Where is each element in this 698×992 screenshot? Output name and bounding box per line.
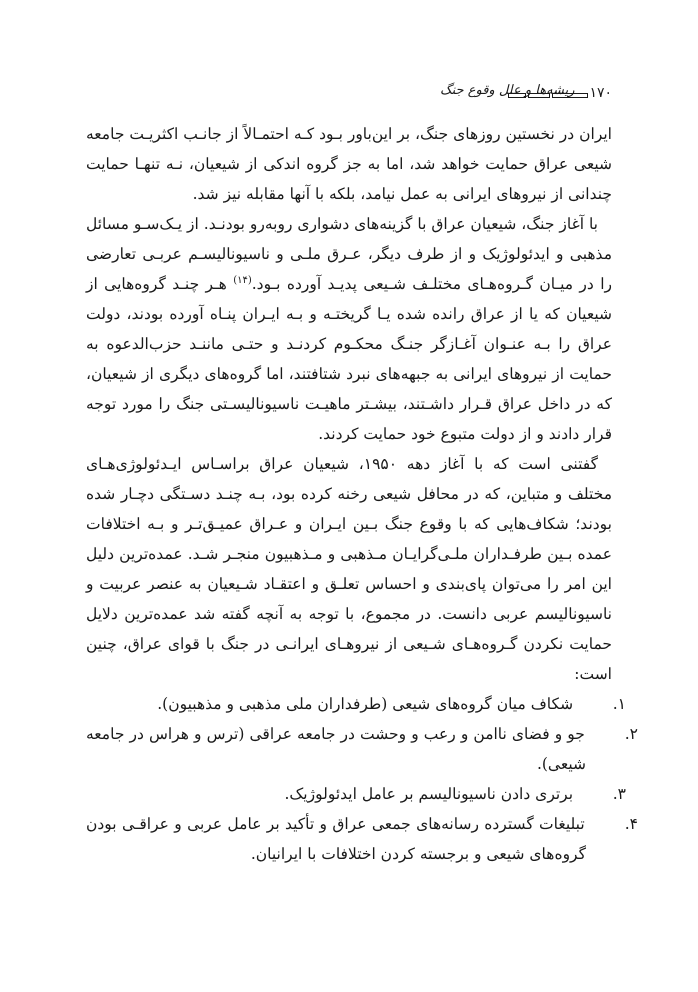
list-item-text: جو و فضای ناامن و رعب و وحشت در جامعه عراقی (ترس و هراس در جامعه شیعی). bbox=[86, 725, 586, 773]
paragraph bbox=[86, 209, 612, 449]
paragraph-text: با آغاز جنگ، شیعیان عراق با گزینه‌های دشواری روبه‌رو بودنـد. از یـک‌سـو مسائل مذهبی و ایدئولوژیک و از طرف دیگر، عـرق ملـی و ناسیونالیسـم عربـی تعارضی را در میـان گـروه‌هـای مختلـف شـیعی پدیـد آورده بـود. bbox=[86, 215, 612, 293]
list-item-text: شکاف میان گروه‌های شیعی (طرفداران ملی مذهبی و مذهبیون). bbox=[157, 695, 574, 713]
list-item bbox=[86, 689, 626, 719]
running-title: ریشه‌ها و علل وقوع جنگ bbox=[440, 83, 575, 98]
paragraph: گفتنی است که با آغاز دهه ۱۹۵۰، شیعیان عراق براسـاس ایـدئولوژی‌هـای مختلف و متباین، که در محافل شیعی رخنه کرده بود، بـه چنـد دسـتگی دچـار شده بودند؛ شکاف‌هایی که با وقوع جنگ بـین ایـران و عـراق عمیـق‌تـر و بـه اختلافات عمده بـین طرفـداران ملـی‌گرایـان مـذهبی و مـذهبیون منجـر شـد. عمده‌ترین دلیل این امر را می‌توان پای‌بندی و احساس تعلـق و اعتقـاد شـیعیان به عنصر عربیت و ناسیونالیسم عربی دانست. در مجموع، با توجه به آنچه گفته شد عمده‌ترین دلایل حمایت نکردن گـروه‌هـای شـیعی از نیروهـای ایرانـی در جنگ با قوای عراق، چنین است: bbox=[86, 455, 612, 683]
paragraph: ایران در نخستین روزهای جنگ، بر این‌باور بـود کـه احتمـالاً از جانـب اکثریـت جامعه شیعی عراق حمایت خواهد شد، اما به جز گروه اندکی از شیعیان، نـه تنهـا حمایت چندانی از نیروهای ایرانی به عمل نیامد، بلکه با آنها مقابله نیز شد. bbox=[86, 125, 612, 203]
body-text bbox=[86, 119, 638, 869]
page-header bbox=[440, 82, 612, 106]
list-item bbox=[86, 809, 638, 869]
list-item bbox=[86, 719, 638, 779]
page-number: ۱۷۰ bbox=[589, 85, 612, 101]
list-number: ۱. bbox=[612, 695, 626, 713]
numbered-list bbox=[86, 689, 638, 869]
list-item-text: تبلیغات گسترده رسانه‌های جمعی عراق و تأکید بر عامل عربی و عراقـی بودن گروه‌های شیعی و برجسته کردن اختلافات با ایرانیان. bbox=[86, 815, 586, 863]
list-item bbox=[86, 779, 626, 809]
paragraph-text: هـر چنـد گروه‌هایی از شیعیان که یا از عراق رانده شده یـا گریختـه و بـه ایـران پنـاه آورده بودند، دولت عراق را بـه عنـوان آغـازگر جنـگ محکـوم کردنـد و حتـی ماننـد حزب‌الدعوه به حمایت از نیروهای ایرانی به جبهه‌های نبرد شتافتند، اما گروه‌های دیگری از شیعیان، که در داخل عراق قـرار داشـتند، بیشـتر ماهیـت ناسیونالیسـتی جنگ را مورد توجه قرار دادند و از دولت متبوع خود حمایت کردند. bbox=[86, 275, 612, 443]
list-number: ۴. bbox=[624, 815, 638, 833]
list-number: ۳. bbox=[612, 785, 626, 803]
list-number: ۲. bbox=[624, 725, 638, 743]
footnote-reference: (۱۴) bbox=[233, 274, 252, 286]
list-item-text: برتری دادن ناسیونالیسم بر عامل ایدئولوژیک. bbox=[284, 785, 574, 803]
